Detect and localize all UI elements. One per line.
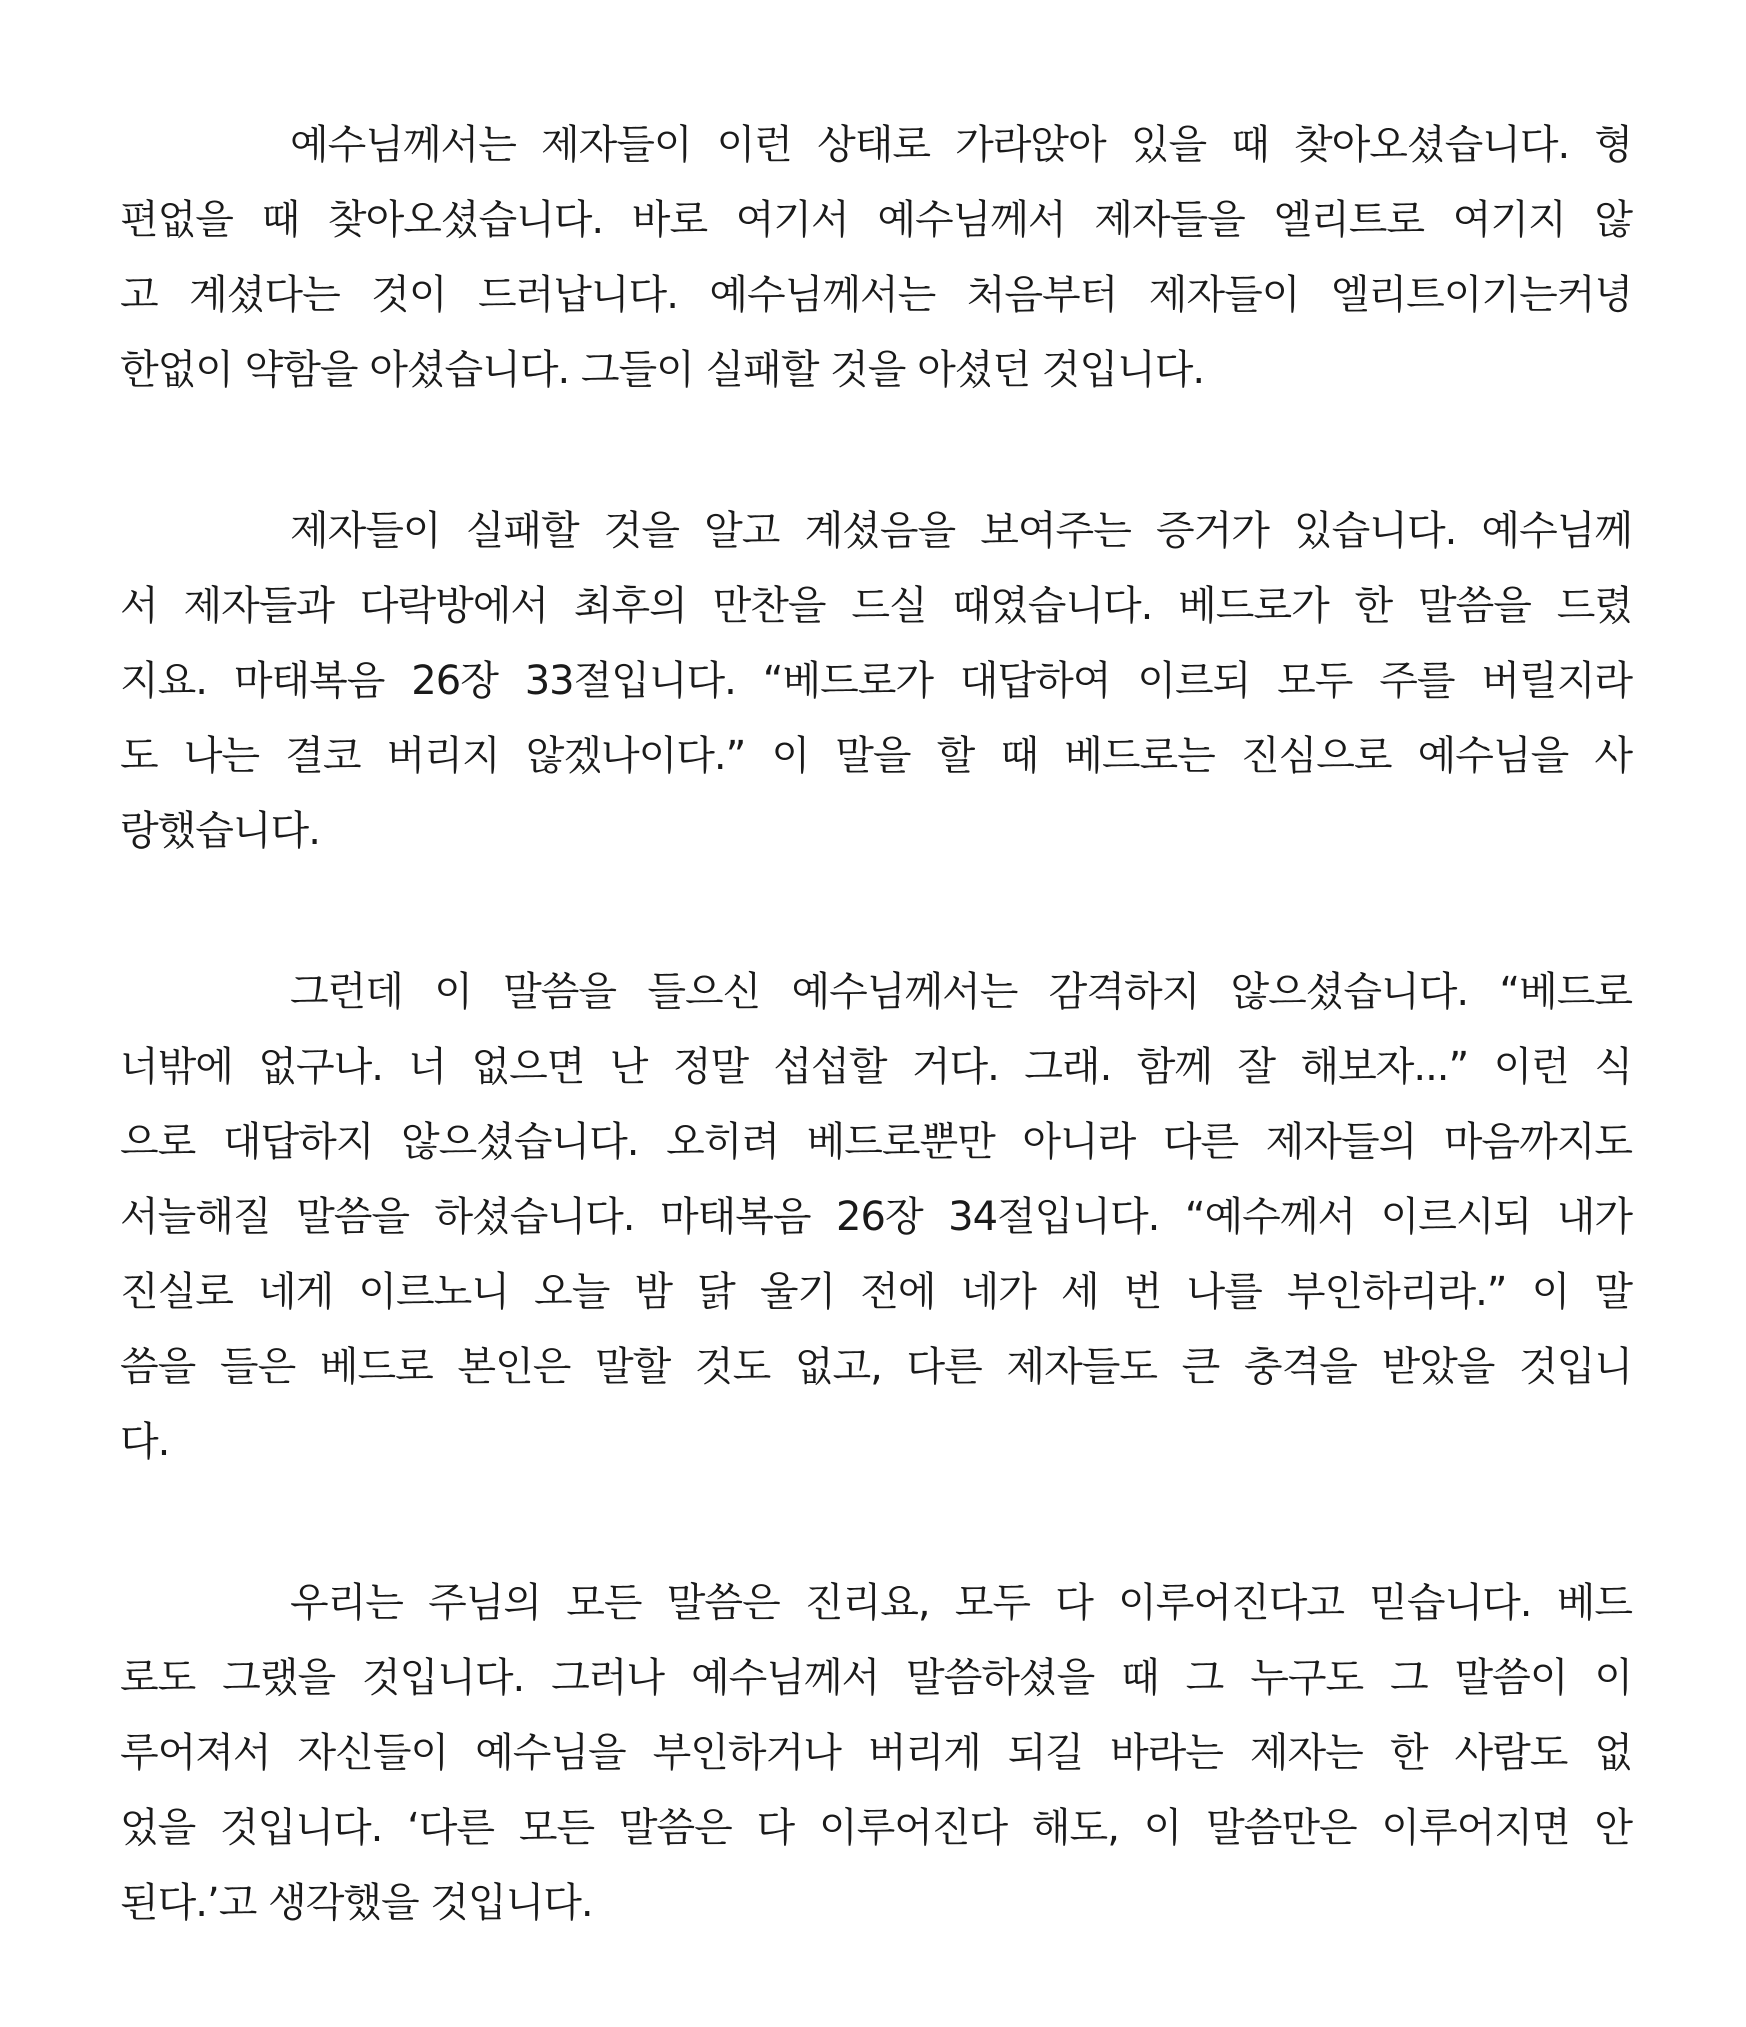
paragraph-line: 예수님께서는 제자들이 이런 상태로 가라앉아 있을 때 찾아오셨습니다. 형 (290, 122, 1632, 168)
paragraph-line: 너밖에 없구나. 너 없으면 난 정말 섭섭할 거다. 그래. 함께 잘 해보자...” 이런 식 (120, 1044, 1632, 1090)
paragraph-line: 씀을 들은 베드로 본인은 말할 것도 없고, 다른 제자들도 큰 충격을 받았을 것입니 (120, 1344, 1632, 1390)
paragraph-line: 제자들이 실패할 것을 알고 계셨음을 보여주는 증거가 있습니다. 예수님께 (290, 508, 1632, 554)
paragraph-line: 우리는 주님의 모든 말씀은 진리요, 모두 다 이루어진다고 믿습니다. 베드 (290, 1580, 1632, 1626)
document-page (120, 108, 1632, 2027)
paragraph-line: 로도 그랬을 것입니다. 그러나 예수님께서 말씀하셨을 때 그 누구도 그 말씀이 이 (120, 1655, 1632, 1701)
paragraph-line: 루어져서 자신들이 예수님을 부인하거나 버리게 되길 바라는 제자는 한 사람도 없 (120, 1730, 1632, 1776)
paragraph-line: 다. (120, 1419, 170, 1465)
paragraph-line: 한없이 약함을 아셨습니다. 그들이 실패할 것을 아셨던 것입니다. (120, 347, 1205, 393)
paragraph-line: 고 계셨다는 것이 드러납니다. 예수님께서는 처음부터 제자들이 엘리트이기는커녕 (120, 272, 1632, 318)
paragraph-line: 랑했습니다. (120, 808, 320, 854)
paragraph-line: 서 제자들과 다락방에서 최후의 만찬을 드실 때였습니다. 베드로가 한 말씀을 드렸 (120, 583, 1632, 629)
paragraph-line: 었을 것입니다. ‘다른 모든 말씀은 다 이루어진다 해도, 이 말씀만은 이루어지면 안 (120, 1805, 1632, 1851)
paragraph-line: 으로 대답하지 않으셨습니다. 오히려 베드로뿐만 아니라 다른 제자들의 마음까지도 (120, 1119, 1632, 1165)
paragraph-2 (120, 494, 1632, 869)
paragraph-line: 편없을 때 찾아오셨습니다. 바로 여기서 예수님께서 제자들을 엘리트로 여기지 않 (120, 197, 1632, 243)
paragraph-line: 된다.’고 생각했을 것입니다. (120, 1880, 593, 1926)
paragraph-line: 도 나는 결코 버리지 않겠나이다.” 이 말을 할 때 베드로는 진심으로 예수님을 사 (120, 733, 1632, 779)
paragraph-1 (120, 108, 1632, 408)
paragraph-line: 그런데 이 말씀을 들으신 예수님께서는 감격하지 않으셨습니다. “베드로 (290, 969, 1632, 1015)
paragraph-line: 지요. 마태복음 26장 33절입니다. “베드로가 대답하여 이르되 모두 주를 버릴지라 (120, 658, 1632, 704)
paragraph-4 (120, 1566, 1632, 1941)
paragraph-line: 서늘해질 말씀을 하셨습니다. 마태복음 26장 34절입니다. “예수께서 이르시되 내가 (120, 1194, 1632, 1240)
paragraph-3 (120, 955, 1632, 1480)
paragraph-line: 진실로 네게 이르노니 오늘 밤 닭 울기 전에 네가 세 번 나를 부인하리라.” 이 말 (120, 1269, 1632, 1315)
